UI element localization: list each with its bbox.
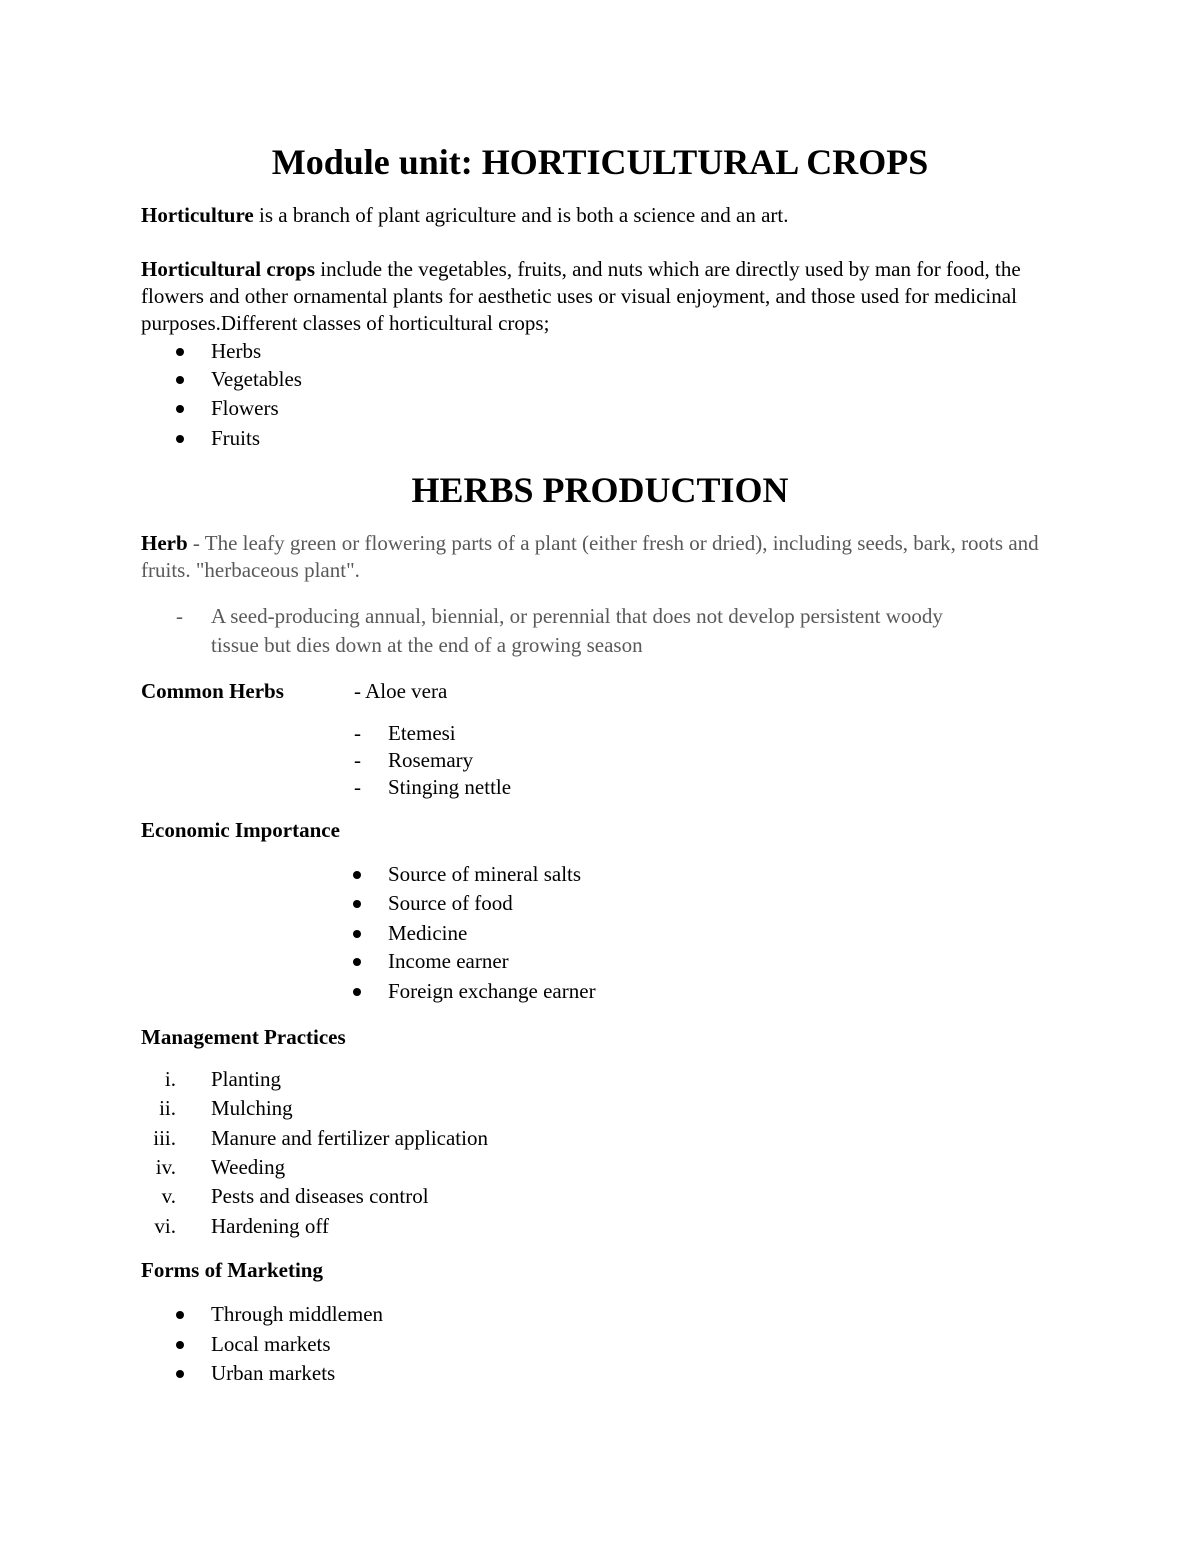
list-item: Rosemary (388, 748, 474, 772)
bullet-icon (176, 1370, 184, 1378)
page-title: Module unit: HORTICULTURAL CROPS (271, 142, 929, 182)
bullet-icon (176, 405, 184, 413)
bullet-icon (353, 930, 361, 938)
list-item: Medicine (388, 921, 468, 945)
list-item: Flowers (211, 396, 279, 420)
common-herb-first: - Aloe vera (354, 679, 448, 703)
section-heading: HERBS PRODUCTION (411, 470, 789, 510)
bullet-icon (176, 348, 184, 356)
horticulture-text: is a branch of plant agriculture and is both a science and an art. (253, 203, 789, 227)
bullet-icon (176, 1311, 184, 1319)
list-item: Foreign exchange earner (388, 979, 596, 1003)
list-item: Fruits (211, 426, 261, 450)
herb-definition (141, 530, 1071, 584)
crops-text: include the vegetables, fruits, and nuts which are directly used by man for food, the flowers and other ornamental plants for aesthetic uses or visual enjoyment, and those used for medicinal purposes.Different classes of horticultural crops; (141, 257, 1021, 335)
list-item: Weeding (211, 1155, 286, 1179)
dash-marker: - (354, 775, 361, 799)
list-item: Planting (211, 1067, 282, 1091)
bullet-icon (176, 435, 184, 443)
dash-marker: - (354, 721, 361, 745)
horticultural-crops-paragraph (141, 256, 1071, 337)
herb-note-line-1: A seed-producing annual, biennial, or perennial that does not develop persistent woody (211, 604, 943, 628)
list-item: Manure and fertilizer application (211, 1126, 488, 1150)
list-item: Urban markets (211, 1361, 336, 1385)
herb-text: - The leafy green or flowering parts of a plant (either fresh or dried), including seeds, bark, roots and fruits. "herbaceous plant". (141, 531, 1039, 582)
list-numeral: ii. (159, 1096, 176, 1120)
list-item: Local markets (211, 1332, 331, 1356)
list-item: Income earner (388, 949, 509, 973)
economic-importance-label: Economic Importance (141, 818, 340, 842)
list-item: Pests and diseases control (211, 1184, 429, 1208)
list-item: Source of mineral salts (388, 862, 582, 886)
list-item: Mulching (211, 1096, 293, 1120)
list-item: Hardening off (211, 1214, 329, 1238)
bullet-icon (353, 900, 361, 908)
bullet-icon (353, 958, 361, 966)
horticulture-definition (141, 202, 1071, 229)
list-numeral: vi. (154, 1214, 176, 1238)
forms-of-marketing-label: Forms of Marketing (141, 1258, 323, 1282)
list-item: Etemesi (388, 721, 456, 745)
list-numeral: iv. (155, 1155, 176, 1179)
list-numeral: v. (161, 1184, 176, 1208)
list-numeral: i. (164, 1067, 176, 1091)
common-herbs-label: Common Herbs (141, 679, 284, 703)
list-item: Source of food (388, 891, 513, 915)
bullet-icon (353, 871, 361, 879)
bullet-icon (176, 376, 184, 384)
list-item: Herbs (211, 339, 262, 363)
management-practices-label: Management Practices (141, 1025, 346, 1049)
herb-term: Herb (141, 531, 188, 555)
list-item: Stinging nettle (388, 775, 512, 799)
list-item: Through middlemen (211, 1302, 384, 1326)
bullet-icon (353, 988, 361, 996)
list-numeral: iii. (153, 1126, 176, 1150)
dash-marker: - (354, 748, 361, 772)
herb-note-line-2: tissue but dies down at the end of a growing season (211, 633, 643, 657)
crops-term: Horticultural crops (141, 257, 316, 281)
list-item: Vegetables (211, 367, 302, 391)
horticulture-term: Horticulture (141, 203, 254, 227)
dash-marker: - (176, 604, 183, 628)
bullet-icon (176, 1341, 184, 1349)
